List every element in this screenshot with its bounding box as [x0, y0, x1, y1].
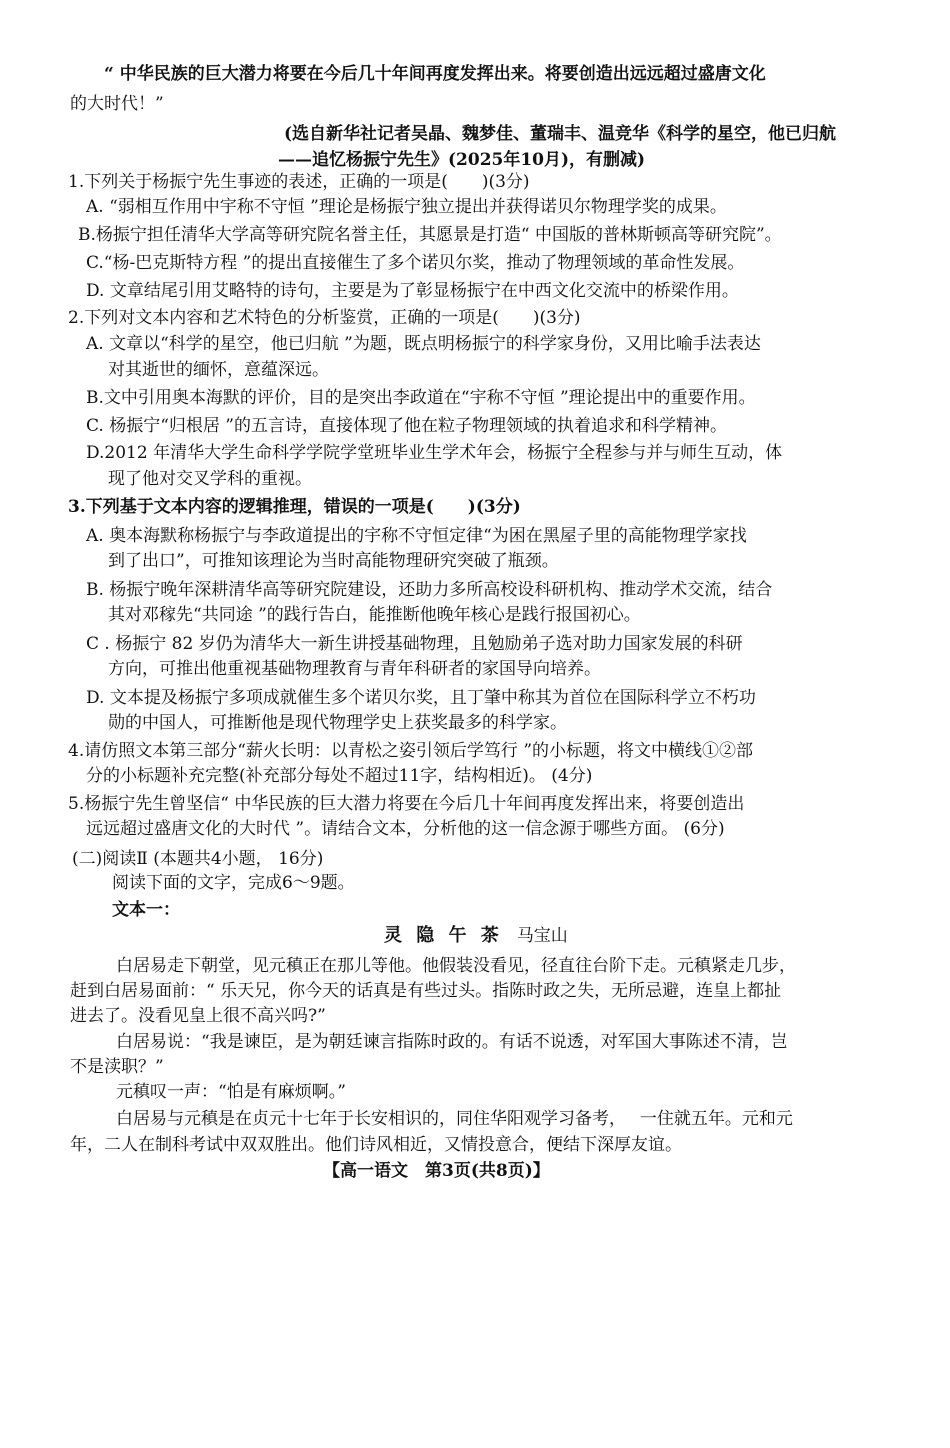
question-1-option-d: D. 文章结尾引用艾略特的诗句，主要是为了彰显杨振宁在中西文化交流中的桥梁作用。	[86, 281, 739, 301]
question-5-line-1: 5.杨振宁先生曾坚信“ 中华民族的巨大潜力将要在今后几十年间再度发挥出来，将要创造出	[68, 794, 745, 814]
page-footer: 【高一语文 第3页(共8页)】	[323, 1161, 550, 1181]
question-3-option-d-line-2: 勋的中国人，可推断他是现代物理学史上获奖最多的科学家。	[108, 713, 567, 733]
question-2-option-c: C. 杨振宁“归根居 ”的五言诗，直接体现了他在粒子物理领域的执着追求和科学精神。	[86, 416, 727, 436]
question-4-line-2: 分的小标题补充完整(补充部分每处不超过11字，结构相近)。 (4分)	[86, 766, 593, 786]
story-paragraph-2-line-1: 白居易说：“我是谏臣，是为朝廷谏言指陈时政的。有话不说透，对军国大事陈述不清，岂	[116, 1032, 788, 1052]
question-2-option-a-line-1: A. 文章以“科学的星空，他已归航 ”为题，既点明杨振宁的科学家身份，又用比喻手法表达	[86, 334, 761, 354]
question-2-option-d-line-1: D.2012 年清华大学生命科学学院学堂班毕业生学术年会，杨振宁全程参与并与师生互动，体	[86, 443, 783, 463]
question-3-option-d-line-1: D. 文本提及杨振宁多项成就催生多个诺贝尔奖，且丁肇中称其为首位在国际科学立不朽功	[86, 688, 756, 708]
quote-line-2: 的大时代！”	[70, 94, 164, 114]
story-paragraph-4-line-1: 白居易与元稹是在贞元十七年于长安相识的，同住华阳观学习备考， 一住就五年。元和元	[116, 1109, 793, 1129]
story-paragraph-4-line-2: 年，二人在制科考试中双双胜出。他们诗风相近，又情投意合，便结下深厚友谊。	[70, 1135, 682, 1155]
question-1-stem: 1.下列关于杨振宁先生事迹的表述，正确的一项是( )(3分)	[68, 172, 530, 192]
source-line-2: ——追忆杨振宁先生》(2025年10月)，有删减)	[278, 150, 646, 170]
reading-2-instruction: 阅读下面的文字，完成6～9题。	[112, 873, 355, 893]
question-2-option-d-line-2: 现了他对交叉学科的重视。	[108, 469, 312, 489]
question-2-stem: 2.下列对文本内容和艺术特色的分析鉴赏，正确的一项是( )(3分)	[68, 308, 581, 328]
question-3-option-c-line-2: 方向，可推出他重视基础物理教育与青年科研者的家国导向培养。	[108, 659, 601, 679]
question-3-option-a-line-1: A. 奥本海默称杨振宁与李政道提出的宇称不守恒定律“为困在黑屋子里的高能物理学家找	[86, 526, 747, 546]
question-3-option-b-line-2: 其对邓稼先“共同途 ”的践行告白，能推断他晚年核心是践行报国初心。	[108, 605, 641, 625]
story-heading	[384, 924, 568, 948]
question-3-option-c-line-1: C . 杨振宁 82 岁仍为清华大一新生讲授基础物理，且勉励弟子选对助力国家发展的科研	[86, 634, 743, 654]
question-1-option-c: C.“杨-巴克斯特方程 ”的提出直接催生了多个诺贝尔奖，推动了物理领域的革命性发展。	[86, 253, 745, 273]
text-one-label: 文本一：	[112, 900, 180, 920]
question-3-option-a-line-2: 到了出口”，可推知该理论为当时高能物理研究突破了瓶颈。	[108, 551, 559, 571]
story-paragraph-1-line-1: 白居易走下朝堂，见元稹正在那儿等他。他假装没看见，径直往台阶下走。元稹紧走几步，	[116, 956, 796, 976]
question-2-option-a-line-2: 对其逝世的缅怀，意蕴深远。	[108, 360, 329, 380]
story-paragraph-3-line-1: 元稹叹一声：“怕是有麻烦啊。”	[116, 1082, 346, 1102]
question-3-option-b-line-1: B. 杨振宁晚年深耕清华高等研究院建设，还助力多所高校设科研机构、推动学术交流，结合	[86, 580, 773, 600]
story-paragraph-2-line-2: 不是渎职？”	[70, 1057, 164, 1077]
question-5-line-2: 远远超过盛唐文化的大时代 ”。请结合文本，分析他的这一信念源于哪些方面。 (6分)	[86, 819, 725, 839]
reading-2-header: (二)阅读Ⅱ (本题共4小题， 16分)	[72, 849, 324, 869]
story-paragraph-1-line-2: 赶到白居易面前：“ 乐天兄，你今天的话真是有些过头。指陈时政之失，无所忌避，连皇上都扯	[70, 981, 782, 1001]
story-title: 灵 隐 午 茶	[384, 925, 503, 946]
story-paragraph-1-line-3: 进去了。没看见皇上很不高兴吗?”	[70, 1006, 326, 1026]
question-1-option-b: B.杨振宁担任清华大学高等研究院名誉主任，其愿景是打造“ 中国版的普林斯顿高等研究院”。	[78, 225, 782, 245]
question-1-option-a: A. “弱相互作用中宇称不守恒 ”理论是杨振宁独立提出并获得诺贝尔物理学奖的成果。	[86, 197, 727, 217]
question-3-stem: 3.下列基于文本内容的逻辑推理，错误的一项是( )(3分)	[68, 497, 521, 517]
story-author: 马宝山	[516, 926, 568, 946]
question-2-option-b: B.文中引用奥本海默的评价，目的是突出李政道在“宇称不守恒 ”理论提出中的重要作用。	[86, 388, 756, 408]
source-line-1: (选自新华社记者吴晶、魏梦佳、董瑞丰、温竞华《科学的星空，他已归航	[284, 124, 837, 144]
question-4-line-1: 4.请仿照文本第三部分“薪火长明：以青松之姿引领后学笃行 ”的小标题，将文中横线①②部	[68, 741, 754, 761]
quote-line-1: “ 中华民族的巨大潜力将要在今后几十年间再度发挥出来。将要创造出远远超过盛唐文化	[104, 64, 766, 84]
